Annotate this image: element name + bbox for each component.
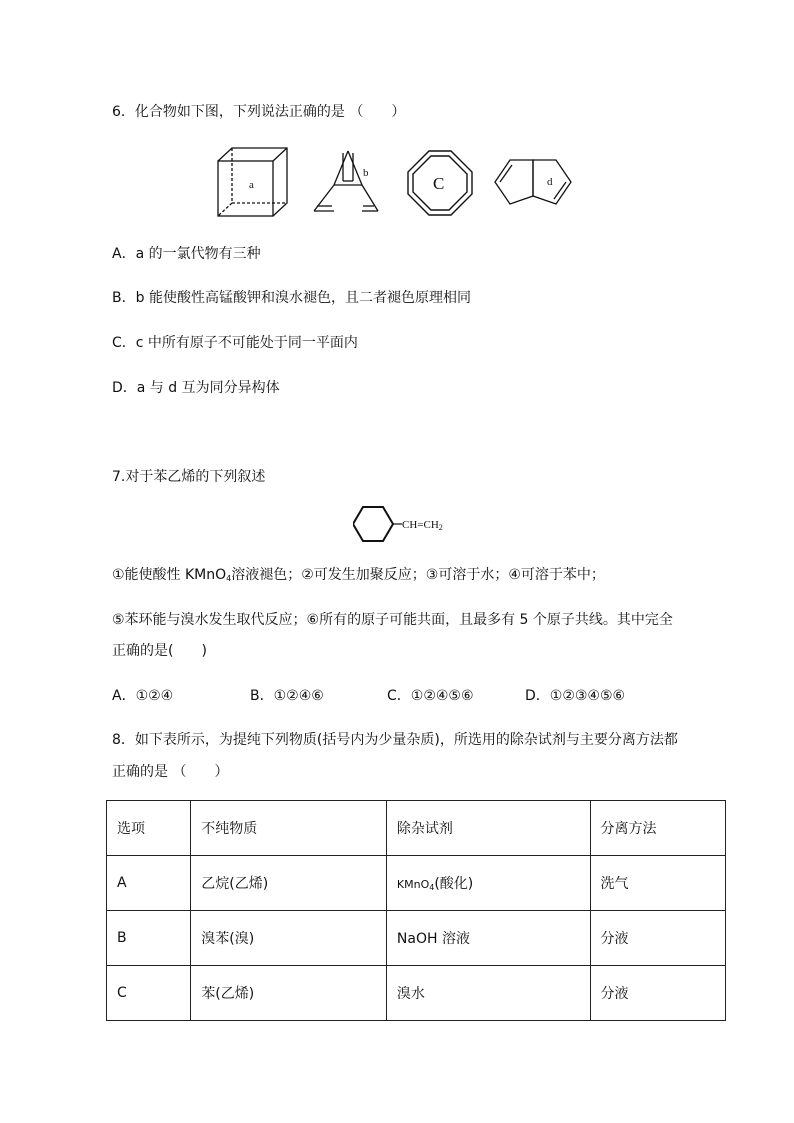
- cell-impure: 乙烷(乙烯): [191, 856, 387, 911]
- purification-table: [106, 800, 726, 1021]
- q6-option-c: C．c 中所有原子不可能处于同一平面内: [112, 335, 358, 351]
- cell-option: A: [107, 856, 191, 911]
- q7-statement-line2: ⑤苯环能与溴水发生取代反应；⑥所有的原子可能共面，且最多有 5 个原子共线。其中完全: [112, 612, 673, 628]
- header-separation-method: 分离方法: [590, 801, 725, 856]
- cell-method: 分液: [590, 911, 725, 966]
- q8-stem-line2: 正确的是 （ ）: [112, 764, 229, 780]
- header-impure-substance: 不纯物质: [191, 801, 387, 856]
- header-option: 选项: [107, 801, 191, 856]
- q7-stem: 7.对于苯乙烯的下列叙述: [112, 469, 266, 485]
- table-row: [107, 856, 726, 911]
- q6-option-b: B．b 能使酸性高锰酸钾和溴水褪色，且二者褪色原理相同: [112, 290, 471, 306]
- table-header-row: [107, 801, 726, 856]
- cell-reagent: 溴水: [386, 966, 590, 1021]
- q6-option-a: A．a 的一氯代物有三种: [112, 246, 261, 262]
- label-b: b: [363, 167, 369, 179]
- q8-stem-line1: 8．如下表所示，为提纯下列物质(括号内为少量杂质)，所选用的除杂试剂与主要分离方法都: [112, 732, 678, 748]
- q6-stem: 6．化合物如下图，下列说法正确的是 （ ）: [112, 104, 406, 120]
- label-c: C: [433, 174, 445, 193]
- bicyclic-structure-b: [308, 145, 388, 220]
- header-reagent: 除杂试剂: [386, 801, 590, 856]
- q7-option-d: D．①②③④⑤⑥: [525, 688, 626, 704]
- octagon-structure-c: [405, 148, 475, 218]
- q7-option-b: B．①②④⑥: [250, 688, 324, 704]
- cell-reagent: KMnO$_4$(酸化): [386, 856, 590, 911]
- cell-reagent: NaOH 溶液: [386, 911, 590, 966]
- table-row: [107, 911, 726, 966]
- q7-option-a: A．①②④: [112, 688, 174, 704]
- cell-option: C: [107, 966, 191, 1021]
- table-row: [107, 966, 726, 1021]
- styrene-formula: $CH=CH_2$: [402, 519, 443, 532]
- cell-option: B: [107, 911, 191, 966]
- styrene-structure: [353, 504, 403, 544]
- q7-statement-line1: ①能使酸性 KMnO$_4$溶液褪色；②可发生加聚反应；③可溶于水；④可溶于苯中；: [112, 567, 605, 583]
- cell-method: 分液: [590, 966, 725, 1021]
- cube-structure-a: [212, 145, 292, 220]
- q7-option-c: C．①②④⑤⑥: [387, 688, 474, 704]
- cell-impure: 苯(乙烯): [191, 966, 387, 1021]
- q7-statement-line3: 正确的是( ): [112, 643, 207, 659]
- cell-method: 洗气: [590, 856, 725, 911]
- fused-rings-structure-d: [490, 152, 580, 212]
- label-a: a: [249, 179, 254, 191]
- cell-impure: 溴苯(溴): [191, 911, 387, 966]
- label-d: d: [547, 176, 553, 188]
- q6-option-d: D．a 与 d 互为同分异构体: [112, 380, 280, 396]
